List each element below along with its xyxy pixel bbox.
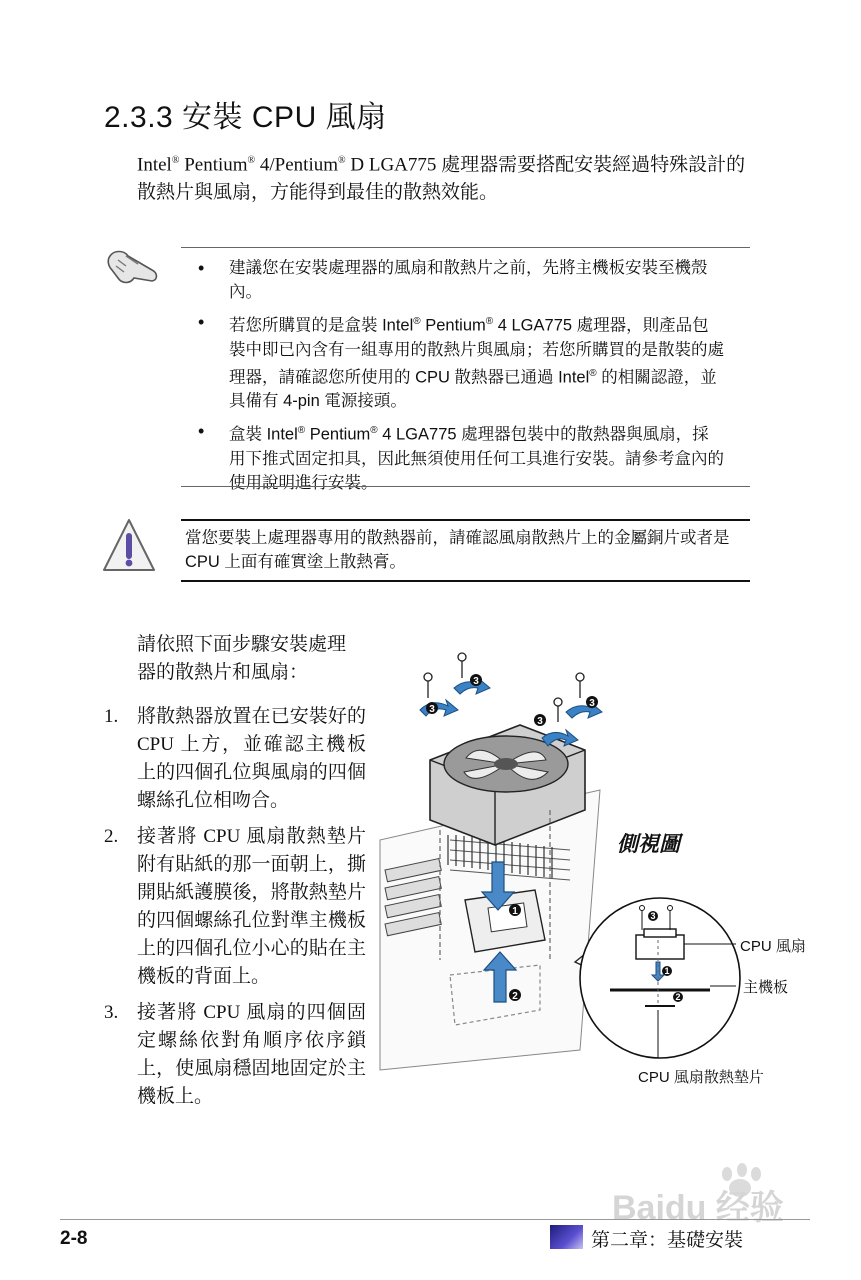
step-text: 將散熱器放置在已安裝好的 CPU 上方，並確認主機板上的四個孔位與風扇的四個螺絲孔位相吻合。 — [137, 706, 366, 811]
caution-top-rule — [181, 519, 750, 521]
step-text: 接著將 CPU 風扇的四個固定螺絲依對角順序依序鎖上，使風扇穩固地固定於主機板上。 — [137, 1002, 366, 1107]
step-number: 1. — [104, 706, 119, 727]
side-badge-3: 3 — [650, 911, 656, 921]
step-item — [104, 999, 366, 1111]
pointing-hand-icon — [104, 244, 162, 288]
baidu-watermark — [612, 1160, 812, 1235]
registered-mark: ® — [247, 155, 256, 166]
section-title: 2.3.3 安裝 CPU 風扇 — [104, 101, 387, 134]
note-list — [195, 256, 725, 501]
side-view-title: 側視圖 — [617, 833, 680, 856]
chapter-marker-icon — [550, 1225, 583, 1249]
label-motherboard: 主機板 — [743, 979, 789, 996]
steps-list — [104, 703, 366, 1119]
registered-mark: ® — [589, 367, 597, 379]
intro-paragraph: Intel® Pentium® 4/Pentium® D LGA775 處理器需要搭配安裝經過特殊設計的散熱片與風扇，方能得到最佳的散熱效能。 — [137, 154, 746, 204]
installation-diagram — [370, 640, 830, 1100]
warning-icon — [100, 516, 158, 576]
note-item: • 若您所購買的是盒裝 Intel® Pentium® 4 LGA775 處理器，則產品包裝中即已內含有一組專用的散熱片與風扇；若您所購買的是散裝的處理器，請確認您所使用的 CPU 散熱器已通過 Intel® 的相關認證，並具備有 4-pin 電源接頭。 — [195, 310, 725, 413]
badge-3-b: 3 — [473, 676, 479, 687]
badge-1: 1 — [512, 906, 518, 917]
label-fan-pad: CPU 風扇散熱墊片 — [638, 1069, 764, 1086]
registered-mark: ® — [413, 316, 421, 327]
registered-mark: ® — [370, 425, 378, 436]
badge-3-c: 3 — [537, 716, 543, 727]
step-item — [104, 703, 366, 815]
note-bottom-rule — [181, 486, 750, 487]
caution-text: 當您要裝上處理器專用的散熱器前，請確認風扇散熱片上的金屬銅片或者是 CPU 上面有確實塗上散熱膏。 — [185, 529, 730, 571]
step-number: 2. — [104, 826, 119, 847]
step-number: 3. — [104, 1002, 119, 1023]
chapter-title: 第二章：基礎安裝 — [591, 1230, 744, 1251]
note-item: • 建議您在安裝處理器的風扇和散熱片之前，先將主機板安裝至機殼內。 — [195, 256, 725, 304]
registered-mark: ® — [485, 316, 494, 327]
watermark-text: Baidu 经验 — [612, 1189, 784, 1227]
steps-intro: 請依照下面步驟安裝處理器的散熱片和風扇： — [137, 634, 347, 683]
registered-mark: ® — [297, 425, 306, 436]
step-text: 接著將 CPU 風扇散熱墊片附有貼紙的那一面朝上，撕開貼紙護膜後，將散熱墊片的四個螺絲孔位對準主機板上的四個孔位小心的貼在主機板的背面上。 — [137, 826, 366, 987]
note-item: • 盒裝 Intel® Pentium® 4 LGA775 處理器包裝中的散熱器與風扇，採用下推式固定扣具，因此無須使用任何工具進行安裝。請參考盒內的使用說明進行安裝。 — [195, 419, 725, 495]
badge-3-d: 3 — [589, 698, 595, 709]
note-top-rule — [181, 247, 750, 248]
fan-install-illustration — [370, 640, 830, 1100]
side-badge-1: 1 — [664, 966, 670, 976]
registered-mark: ® — [171, 155, 180, 166]
step-item — [104, 823, 366, 991]
label-cpu-fan: CPU 風扇 — [740, 938, 806, 955]
badge-3-a: 3 — [429, 704, 435, 715]
badge-2: 2 — [512, 991, 518, 1002]
footer-rule — [60, 1219, 810, 1220]
caution-bottom-rule — [181, 580, 750, 582]
page-number: 2-8 — [60, 1228, 88, 1249]
registered-mark: ® — [338, 155, 346, 166]
side-badge-2: 2 — [675, 992, 681, 1002]
